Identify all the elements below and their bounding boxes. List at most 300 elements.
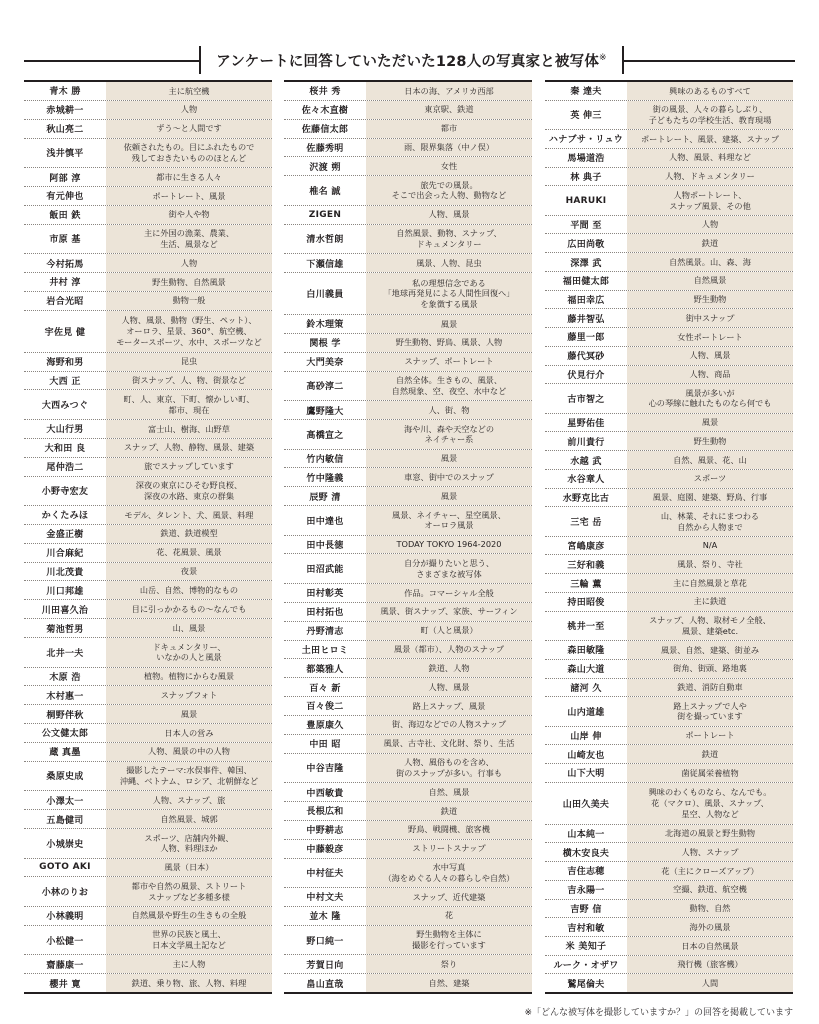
table-row (284, 506, 532, 536)
photographer-subject: 風景、庭園、建築、野鳥、行事 (627, 489, 793, 507)
table-row (284, 659, 532, 678)
photographer-name: 小野寺宏友 (24, 477, 106, 506)
photographer-subject: 自然風景 (627, 272, 793, 290)
photographer-subject: 野鳥、戦闘機、旅客機 (366, 821, 532, 839)
photographer-name: 水野克比古 (545, 489, 627, 507)
photographer-name: 英 伸三 (545, 101, 627, 129)
photographer-subject: 自然、建築 (366, 974, 532, 992)
photographer-name: 秦 達夫 (545, 82, 627, 100)
photographer-subject: 人物、スナップ、旅 (106, 791, 272, 809)
photographer-name: 三輪 薫 (545, 574, 627, 592)
table-row (24, 955, 272, 974)
photographer-subject: 野生動物、自然風景 (106, 273, 272, 291)
photographer-name: 小林のりお (24, 877, 106, 906)
photographer-subject: スナップ、近代建築 (366, 888, 532, 906)
table-row (24, 439, 272, 458)
photographer-subject: ドキュメンタリー、 いなかの人と風景 (106, 638, 272, 667)
photographer-name: 沢渡 朔 (284, 157, 366, 175)
photographer-name: 百々俊二 (284, 697, 366, 715)
photographer-name: 下瀬信雄 (284, 254, 366, 272)
photographer-subject: 水中写真 （海をめぐる人々の暮らしや自然） (366, 859, 532, 888)
photographer-name: 川合麻紀 (24, 544, 106, 562)
photographer-name: 金盛正樹 (24, 525, 106, 543)
table-row (284, 678, 532, 697)
photographer-table-column-1 (24, 80, 272, 994)
photographer-subject: 動物、自然 (627, 900, 793, 918)
photographer-name: 市原 基 (24, 225, 106, 254)
photographer-subject: 旅でスナップしています (106, 458, 272, 476)
table-row (24, 273, 272, 292)
photographer-name: 浅井慎平 (24, 139, 106, 168)
photographer-subject: 山、林業、それにまつわる 自然から人物まで (627, 507, 793, 535)
photographer-name: 大和田 良 (24, 439, 106, 457)
table-row (284, 622, 532, 641)
table-row (24, 810, 272, 829)
photographer-subject: 夜景 (106, 563, 272, 581)
photographer-name: 中西敏貴 (284, 783, 366, 801)
photographer-name: かくたみほ (24, 506, 106, 524)
table-row (24, 791, 272, 810)
photographer-name: 宮嶋康彦 (545, 537, 627, 555)
photographer-name: 木村惠一 (24, 686, 106, 704)
photographer-subject: 人物、風景 (366, 206, 532, 224)
photographer-name: 前川貴行 (545, 432, 627, 450)
photographer-subject: 主に航空機 (106, 82, 272, 100)
photographer-name: 小澤太一 (24, 791, 106, 809)
photographer-name: 鷲尾倫夫 (545, 974, 627, 992)
photographer-name: GOTO AKI (24, 859, 106, 877)
photographer-subject: 風景、ネイチャー、星空風景、 オーロラ風景 (366, 506, 532, 535)
photographer-subject: 鉄道、乗り物、旅、人物、料理 (106, 974, 272, 992)
photographer-subject: 花、花風景、風景 (106, 544, 272, 562)
photographer-name: 吉野 信 (545, 900, 627, 918)
photographer-name: 吉永陽一 (545, 881, 627, 899)
photographer-name: 諸河 久 (545, 679, 627, 697)
table-row (284, 603, 532, 622)
photographer-subject: 風景、街スナップ、家族、サーフィン (366, 603, 532, 621)
photographer-subject: 作品。コマーシャル全般 (366, 584, 532, 602)
photographer-name: 菊池哲男 (24, 619, 106, 637)
photographer-subject: 目に引っかかるもの〜なんでも (106, 600, 272, 618)
photographer-name: 中谷吉隆 (284, 754, 366, 783)
photographer-name: 赤城耕一 (24, 101, 106, 119)
photographer-name: 豊原康久 (284, 716, 366, 734)
table-row (24, 907, 272, 926)
photographer-subject: 町（人と風景） (366, 622, 532, 640)
table-row (545, 82, 793, 101)
photographer-subject: スナップ、ポートレート (366, 353, 532, 371)
photographer-name: 田中達也 (284, 506, 366, 535)
table-row (545, 862, 793, 881)
photographer-subject: ずう〜と人間です (106, 120, 272, 138)
photographer-name: 山内道雄 (545, 697, 627, 725)
photographer-name: 岩合光昭 (24, 292, 106, 310)
table-row (545, 937, 793, 956)
photographer-subject: 人物、風景 (366, 678, 532, 696)
photographer-name: 深澤 武 (545, 253, 627, 271)
table-row (284, 420, 532, 450)
table-row (284, 101, 532, 120)
table-row (24, 420, 272, 439)
photographer-subject: 路上スナップで人や 街を撮っています (627, 697, 793, 725)
photographer-subject: 自然風景、動物、スナップ、 ドキュメンタリー (366, 225, 532, 254)
photographer-subject: 旅先での風景。 そこで出会った人物、動物など (366, 176, 532, 205)
photographer-name: 尾仲浩二 (24, 458, 106, 476)
photographer-name: 木原 浩 (24, 668, 106, 686)
table-row (545, 414, 793, 433)
photographer-name: 田沼武能 (284, 554, 366, 583)
photographer-name: 大西 正 (24, 372, 106, 390)
table-row (284, 536, 532, 555)
photographer-subject: 深夜の東京にひそむ野良桜、 深夜の水路、東京の群集 (106, 477, 272, 506)
photographer-subject: 街中スナップ (627, 309, 793, 327)
photographer-subject: 人物ポートレート、 スナップ風景、その他 (627, 186, 793, 214)
table-row (24, 544, 272, 563)
photographer-name: 青木 勝 (24, 82, 106, 100)
photographer-name: 田村拓也 (284, 603, 366, 621)
table-row (24, 638, 272, 668)
photographer-name: 森山大道 (545, 660, 627, 678)
photographer-subject: N/A (627, 537, 793, 555)
table-row (545, 697, 793, 726)
photographer-name: 桑原史成 (24, 762, 106, 791)
table-row (24, 668, 272, 687)
table-row (545, 881, 793, 900)
table-row (284, 225, 532, 255)
table-row (24, 101, 272, 120)
table-row (545, 843, 793, 862)
photographer-name: 小城崇史 (24, 829, 106, 858)
photographer-subject: 人物、風景、動物（野生、ペット）、 オーロラ、星景、360°、航空機、 モータースポーツ、水中、スポーツなど (106, 311, 272, 352)
photographer-subject: 自分が撮りたいと思う、 さまざまな被写体 (366, 554, 532, 583)
table-row (24, 829, 272, 859)
table-row (284, 840, 532, 859)
photographer-subject: 主に外国の漁業、農業、 生活、風景など (106, 225, 272, 254)
table-row (545, 574, 793, 593)
photographer-name: 佐藤秀明 (284, 139, 366, 157)
table-row (24, 859, 272, 878)
photographer-name: 星野佑佳 (545, 414, 627, 432)
photographer-subject: 人物、スナップ (627, 843, 793, 861)
photographer-subject: 雨、限界集落（中ノ俣） (366, 139, 532, 157)
photographer-subject: 興味のあるものすべて (627, 82, 793, 100)
photographer-subject: 風景、人物、昆虫 (366, 254, 532, 272)
photographer-name: 持田昭俊 (545, 593, 627, 611)
photographer-subject: 人物、商品 (627, 366, 793, 384)
table-row (545, 347, 793, 366)
photographer-subject: 風景、祭り、寺社 (627, 555, 793, 573)
table-row (284, 888, 532, 907)
table-row (24, 724, 272, 743)
table-row (24, 762, 272, 792)
table-row (545, 291, 793, 310)
photographer-name: 並木 隆 (284, 907, 366, 925)
photographer-subject: ポートレート、風景、建築、スナップ (627, 130, 793, 148)
table-row (545, 489, 793, 508)
table-row (24, 225, 272, 255)
table-row (545, 537, 793, 556)
photographer-subject: 野生動物を主体に 撮影を行っています (366, 926, 532, 955)
photographer-name: 今村拓馬 (24, 254, 106, 272)
table-row (545, 451, 793, 470)
photographer-subject: 山岳、自然、博物的なもの (106, 581, 272, 599)
photographer-name: 小松健一 (24, 926, 106, 955)
table-row (545, 130, 793, 149)
photographer-subject: 日本の自然風景 (627, 937, 793, 955)
table-row (284, 139, 532, 158)
photographer-subject: 日本人の営み (106, 724, 272, 742)
photographer-name: 大山行男 (24, 420, 106, 438)
photographer-subject: 町、人、東京、下町、懐かしい町、 都市、現在 (106, 390, 272, 419)
photographer-name: 清水哲朗 (284, 225, 366, 254)
photographer-subject: 風景 (366, 315, 532, 333)
photographer-subject: 山、風景 (106, 619, 272, 637)
photographer-table-column-2 (284, 80, 532, 994)
table-row (24, 187, 272, 206)
photographer-name: 土田ヒロミ (284, 641, 366, 659)
page-title (216, 50, 607, 71)
table-row (284, 120, 532, 139)
photographer-name: 椎名 誠 (284, 176, 366, 205)
table-row (24, 525, 272, 544)
photographer-subject: 富士山、樹海、山野草 (106, 420, 272, 438)
table-row (284, 802, 532, 821)
table-row (24, 581, 272, 600)
photographer-name: 山崎友也 (545, 745, 627, 763)
table-row (284, 697, 532, 716)
table-row (24, 254, 272, 273)
photographer-subject: 鉄道 (627, 745, 793, 763)
table-row (545, 366, 793, 385)
photographer-subject: 街スナップ、人、物、街景など (106, 372, 272, 390)
table-row (24, 292, 272, 311)
photographer-subject: ストリートスナップ (366, 840, 532, 858)
photographer-name: 小林義明 (24, 907, 106, 925)
table-row (284, 401, 532, 420)
photographer-name: 辰野 清 (284, 487, 366, 505)
photographer-subject: スナップフォト (106, 686, 272, 704)
photographer-subject: 東京駅、鉄道 (366, 101, 532, 119)
table-row (24, 311, 272, 353)
table-row (24, 477, 272, 507)
title-box (199, 46, 624, 74)
table-row (545, 593, 793, 612)
photographer-subject: 海外の風景 (627, 918, 793, 936)
table-row (284, 907, 532, 926)
table-row (545, 727, 793, 746)
table-row (24, 458, 272, 477)
photographer-name: 山岸 伸 (545, 727, 627, 745)
table-row (545, 974, 793, 992)
photographer-name: 馬場道浩 (545, 149, 627, 167)
table-row (545, 660, 793, 679)
photographer-name: 横木安良夫 (545, 843, 627, 861)
table-row (284, 254, 532, 273)
title-banner (24, 38, 795, 82)
photographer-name: 藤里一郎 (545, 328, 627, 346)
table-row (284, 554, 532, 584)
photographer-name: 芳賀日向 (284, 955, 366, 973)
photographer-name: 田村彰英 (284, 584, 366, 602)
photographer-subject: 都市や自然の風景、ストリート スナップなど多種多様 (106, 877, 272, 906)
table-row (284, 353, 532, 372)
table-row (545, 234, 793, 253)
photographer-name: 平間 至 (545, 216, 627, 234)
table-row (284, 176, 532, 206)
table-row (24, 743, 272, 762)
table-row (284, 926, 532, 956)
photographer-name: 伏見行介 (545, 366, 627, 384)
table-row (284, 273, 532, 315)
table-row (284, 955, 532, 974)
photographer-name: 三好和義 (545, 555, 627, 573)
photographer-name: 古市智之 (545, 384, 627, 412)
table-row (545, 745, 793, 764)
photographer-table-column-3 (545, 80, 793, 994)
photographer-name: 川口邦雄 (24, 581, 106, 599)
table-row (284, 716, 532, 735)
photographer-subject: スポーツ、店舗内外観、 人物、料理ほか (106, 829, 272, 858)
table-row (284, 468, 532, 487)
photographer-name: ハナブサ・リュウ (545, 130, 627, 148)
table-row (545, 216, 793, 235)
photographer-subject: 自然風景。山、森、海 (627, 253, 793, 271)
table-row (545, 101, 793, 130)
photographer-name: 福田健太郎 (545, 272, 627, 290)
table-row (545, 679, 793, 698)
photographer-name: 大門美奈 (284, 353, 366, 371)
photographer-name: 桃井一至 (545, 612, 627, 640)
table-row (545, 168, 793, 187)
photographer-name: 竹中隆義 (284, 468, 366, 486)
photographer-subject: 人物、風景 (627, 347, 793, 365)
photographer-subject: 飛行機（旅客機） (627, 956, 793, 974)
photographer-name: 林 典子 (545, 168, 627, 186)
photographer-name: 櫻井 寛 (24, 974, 106, 992)
photographer-subject: 海や川、森や天空などの ネイチャー系 (366, 420, 532, 449)
table-row (545, 900, 793, 919)
table-row (24, 139, 272, 169)
photographer-subject: 鉄道、鉄道模型 (106, 525, 272, 543)
photographer-subject: 主に人物 (106, 955, 272, 973)
table-row (284, 859, 532, 889)
photographer-name: 中藤毅彦 (284, 840, 366, 858)
photographer-name: 秋山亮二 (24, 120, 106, 138)
page-title-text: アンケートに回答していただいた128人の写真家と被写体 (216, 53, 600, 70)
photographer-name: 中村文夫 (284, 888, 366, 906)
photographer-subject: スナップ、人物、取材モノ全般、 風景、建築etc. (627, 612, 793, 640)
table-row (284, 487, 532, 506)
photographer-subject: 人物 (627, 216, 793, 234)
photographer-name: 北井一夫 (24, 638, 106, 667)
photographer-subject: 空撮、鉄道、航空機 (627, 881, 793, 899)
table-row (284, 754, 532, 784)
photographer-subject: 車窓、街中でのスナップ (366, 468, 532, 486)
photographer-subject: 撮影したテーマ:水俣事件、韓国、 沖縄、ベトナム、ロシア、北朝鮮など (106, 762, 272, 791)
table-row (24, 390, 272, 420)
table-row (284, 974, 532, 992)
photographer-name: 藤井智弘 (545, 309, 627, 327)
photographer-subject: 鉄道、人物 (366, 659, 532, 677)
photographer-name: 高橋宣之 (284, 420, 366, 449)
table-row (545, 956, 793, 975)
table-row (284, 821, 532, 840)
photographer-subject: 鉄道 (366, 802, 532, 820)
photographer-name: 森田敏隆 (545, 641, 627, 659)
photographer-subject: 女性 (366, 157, 532, 175)
table-row (545, 186, 793, 215)
photographer-name: 鷹野隆大 (284, 401, 366, 419)
photographer-subject: 人物、風景、料理など (627, 149, 793, 167)
photographer-subject: 街角、街頭、路地裏 (627, 660, 793, 678)
photographer-name: 桜井 秀 (284, 82, 366, 100)
photographer-name: ルーク・オザワ (545, 956, 627, 974)
table-row (284, 334, 532, 353)
table-row (545, 432, 793, 451)
photographer-name: 山下大明 (545, 764, 627, 782)
table-row (24, 600, 272, 619)
photographer-subject: 主に鉄道 (627, 593, 793, 611)
table-row (24, 506, 272, 525)
photographer-name: 畠山直哉 (284, 974, 366, 992)
photographer-name: 関根 学 (284, 334, 366, 352)
table-row (24, 120, 272, 139)
table-row (545, 272, 793, 291)
photographer-subject: 日本の海、アメリカ西部 (366, 82, 532, 100)
photographer-name: 阿部 淳 (24, 168, 106, 186)
table-row (284, 783, 532, 802)
table-row (284, 450, 532, 469)
photographer-subject: 都市 (366, 120, 532, 138)
photographer-subject: 鉄道 (627, 234, 793, 252)
photographer-subject: 人物 (106, 254, 272, 272)
photographer-name: 水越 武 (545, 451, 627, 469)
photographer-subject: 人物、ドキュメンタリー (627, 168, 793, 186)
photographer-name: 福田幸広 (545, 291, 627, 309)
photographer-name: 有元伸也 (24, 187, 106, 205)
photographer-name: 五島健司 (24, 810, 106, 828)
photographer-subject: 祭り (366, 955, 532, 973)
photographer-name: 広田尚敬 (545, 234, 627, 252)
photographer-subject: 昆虫 (106, 353, 272, 371)
photographer-name: 鈴木理策 (284, 315, 366, 333)
table-row (284, 315, 532, 334)
photographer-subject: 風景、自然、建築、街並み (627, 641, 793, 659)
photographer-subject: 風景、古寺社、文化財、祭り、生活 (366, 735, 532, 753)
photographer-subject: 都市に生きる人々 (106, 168, 272, 186)
title-footnote-mark: ※ (599, 52, 607, 63)
table-row (284, 372, 532, 402)
table-row (545, 764, 793, 783)
photographer-subject: 風景 (627, 414, 793, 432)
table-row (545, 149, 793, 168)
photographer-subject: 人物、風景の中の人物 (106, 743, 272, 761)
photographer-subject: 街や人や物 (106, 206, 272, 224)
photographer-name: 蔵 真墨 (24, 743, 106, 761)
photographer-name: 米 美知子 (545, 937, 627, 955)
photographer-subject: 鉄道、消防自動車 (627, 679, 793, 697)
photographer-subject: 自然、風景 (366, 783, 532, 801)
photographer-subject: 人物 (106, 101, 272, 119)
photographer-name: 飯田 鉄 (24, 206, 106, 224)
table-row (24, 926, 272, 956)
table-row (24, 82, 272, 101)
photographer-subject: 植物。植物にからむ風景 (106, 668, 272, 686)
photographer-name: 中村征夫 (284, 859, 366, 888)
photographer-subject: 野生動物 (627, 291, 793, 309)
photographer-subject: 女性ポートレート (627, 328, 793, 346)
photographer-subject: 野生動物、野鳥、風景、人物 (366, 334, 532, 352)
